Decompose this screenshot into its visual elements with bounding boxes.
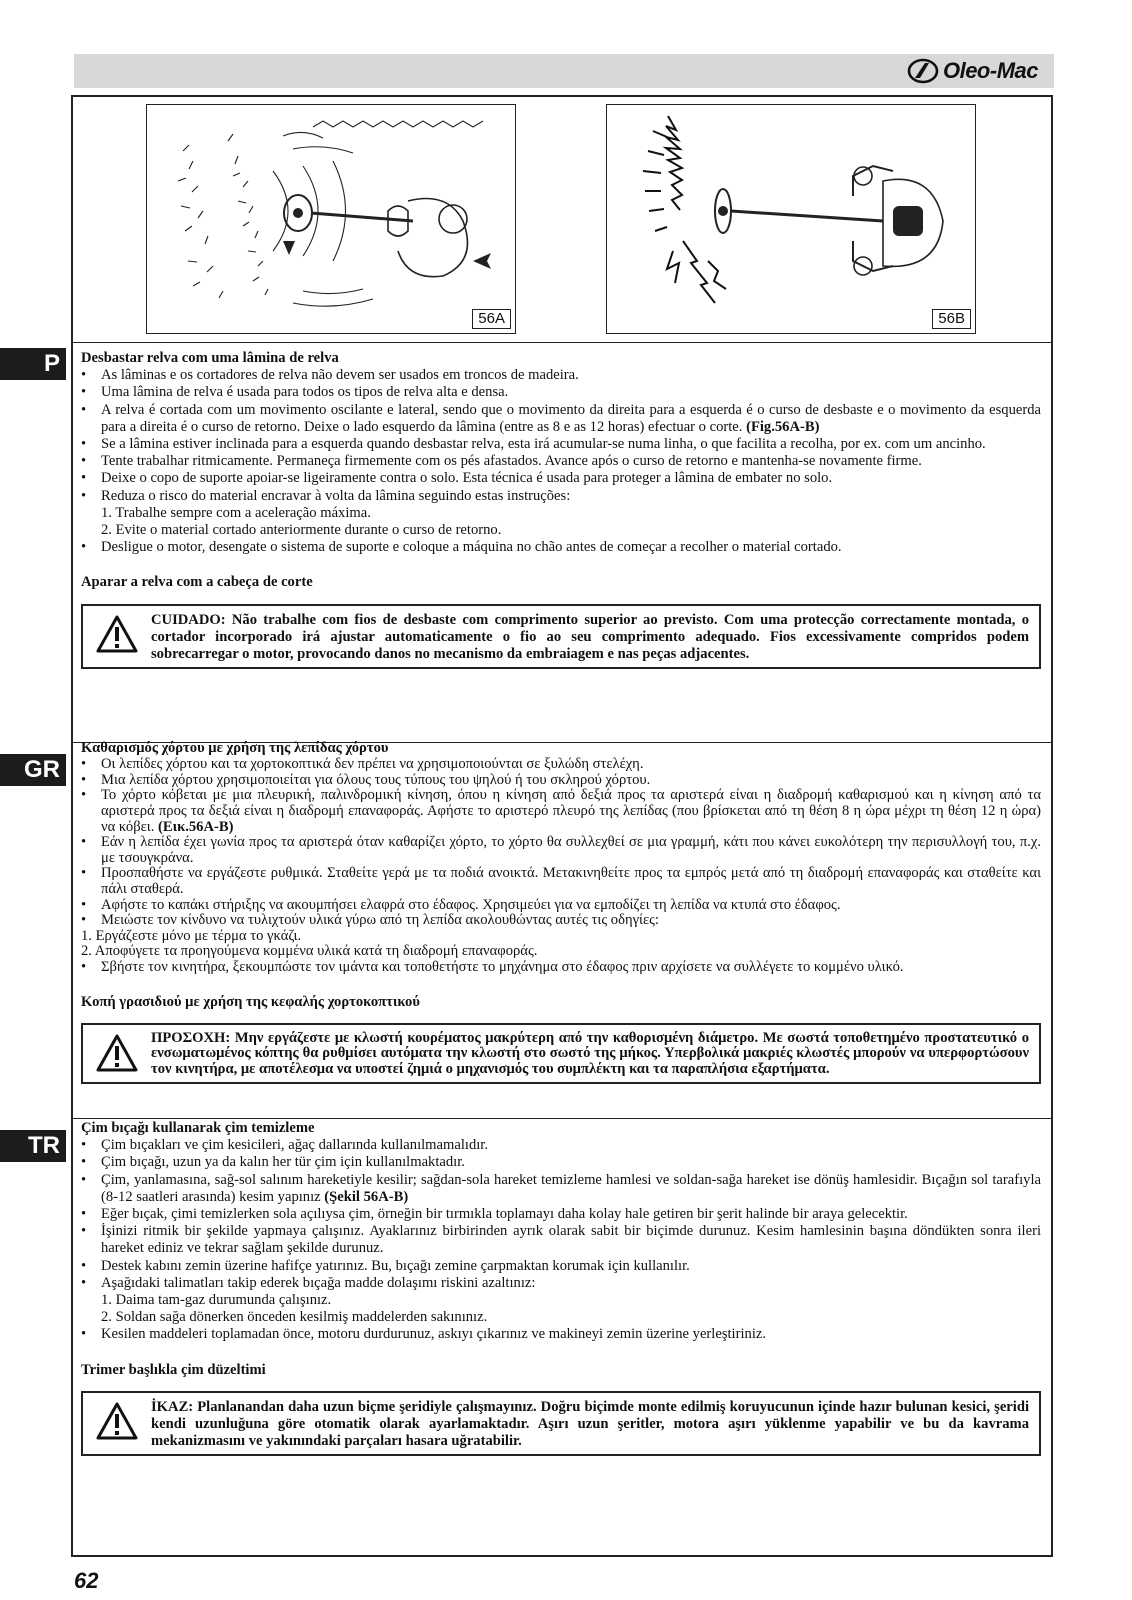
list-item: • Το χόρτο κόβεται με μια πλευρική, παλινδρομική κίνηση, όπου η κίνηση από δεξιά προς τα αριστερά είναι η διαδρομή καθαρισμού και η κίνηση από τα αριστερά προς τα δεξιά είναι η διαδρομή επαναφοράς. Αφήστε το αριστερό πλευρό της λεπίδας (που βρίσκεται από τη θέση 8 η ώρα μέχρι τη θέση 12 η ώρα) να κόβει. (Εικ.56A-B) xyxy=(81,788,1041,835)
section-greek xyxy=(81,740,1041,1084)
list-item: • Μια λεπίδα χόρτου χρησιμοποιείται για όλους τους τύπους του ψηλού ή του σκληρού χόρτου. xyxy=(81,773,1041,789)
list-item: • Aşağıdaki talimatları takip ederek bıçağa madde dolaşımı riskini azaltınız: xyxy=(81,1275,1041,1292)
list-item: • Se a lâmina estiver inclinada para a esquerda quando desbastar relva, esta irá acumular-se numa linha, o que facilita a recolha, por ex. com um ancinho. xyxy=(81,436,1041,453)
header-bar xyxy=(74,54,1054,88)
list-item: 1. Εργάζεστε μόνο με τέρμα το γκάζι. xyxy=(81,927,302,944)
subsection-heading: Κοπή γρασιδιού με χρήση της κεφαλής χορτοκοπτικού xyxy=(81,993,420,1010)
section-divider xyxy=(71,1118,1053,1119)
list-item: 1. Trabalhe sempre com a aceleração máxima. xyxy=(101,504,371,521)
list-item: 1. Daima tam-gaz durumunda çalışınız. xyxy=(101,1292,332,1309)
warning-box xyxy=(81,604,1041,670)
warning-triangle-icon xyxy=(89,1031,145,1075)
instruction-list xyxy=(81,367,1041,556)
section-turkish xyxy=(81,1120,1041,1456)
list-item: • Reduza o risco do material encravar à volta da lâmina seguindo estas instruções: xyxy=(81,488,1041,505)
page-number: 62 xyxy=(74,1568,99,1593)
figure-56b xyxy=(606,104,976,334)
section-heading: Καθαρισμός χόρτου με χρήση της λεπίδας χόρτου xyxy=(81,740,389,756)
list-item: • Μειώστε τον κίνδυνο να τυλιχτούν υλικά γύρω από τη λεπίδα ακολουθώντας αυτές τις οδηγίες: xyxy=(81,913,1041,929)
section-heading: Desbastar relva com uma lâmina de relva xyxy=(81,350,339,366)
list-item: 2. Αποφύγετε τα προηγούμενα κομμένα υλικά κατά τη διαδρομή επαναφοράς. xyxy=(81,943,538,960)
list-item: • Προσπαθήστε να εργάζεστε ρυθμικά. Σταθείτε γερά με τα ποδιά ανοικτά. Μετακινηθείτε προς τα εμπρός μετά από τη διαδρομή επαναφοράς και σταθείτε και πάλι σταθερά. xyxy=(81,866,1041,897)
brand-name: Oleo-Mac xyxy=(942,58,1038,83)
trimmer-illustration-top-icon xyxy=(613,111,969,315)
brand-logo xyxy=(907,58,1038,84)
warning-box xyxy=(81,1023,1041,1084)
list-item: • Uma lâmina de relva é usada para todos os tipos de relva alta e densa. xyxy=(81,384,1041,401)
instruction-list xyxy=(81,757,1041,975)
list-item: • Destek kabını zemin üzerine hafifçe yatırınız. Bu, bıçağı zemine çarpmaktan korumak için kullanılır. xyxy=(81,1258,1041,1275)
list-item: • Çim, yanlamasına, sağ-sol salınım hareketiyle kesilir; sağdan-sola hareket temizleme hamlesi ve soldan-sağa hareket ise dönüş hamlesidir. Bıçağın sol tarafıyla (8-12 saatleri arasında) kesim yapınız (Şekil 56A-B) xyxy=(81,1172,1041,1206)
figure-label-56a: 56A xyxy=(472,309,511,329)
section-portuguese xyxy=(81,350,1041,669)
subsection-heading: Trimer başlıkla çim düzeltimi xyxy=(81,1361,266,1378)
warning-triangle-icon xyxy=(89,1399,145,1443)
instruction-list xyxy=(81,1137,1041,1343)
list-item: • Deixe o copo de suporte apoiar-se ligeiramente contra o solo. Esta técnica é usada para proteger a lâmina de embater no solo. xyxy=(81,470,1041,487)
list-item: • Εάν η λεπίδα έχει γωνία προς τα αριστερά όταν καθαρίζει χόρτο, το χόρτο θα συλλεχθεί σε μια γραμμή, κάτι που κάνει ευκολότερη την περισυλλογή του, π.χ. με τσουγκράνα. xyxy=(81,835,1041,866)
warning-text: İKAZ: Planlanandan daha uzun biçme şeridiyle çalışmayınız. Doğru biçimde monte edilmiş koruyucunun içinde hazır bulunan kesici, şeridi kendi uzunluğuna göre otomatik olarak ayarlamaktadır. Aşırı uzun şeritler, motora aşırı yüklenme yapabilir ve bu da kavrama mekanizmasını ve yakınındaki parçaları hasara uğratabilir. xyxy=(151,1398,1029,1450)
section-divider xyxy=(71,342,1053,343)
warning-text: ΠΡΟΣΟΧΗ: Μην εργάζεστε με κλωστή κουρέματος μακρύτερη από την καθορισμένη διάμετρο. Με σωστά τοποθετημένο προστατευτικό ο ενσωματωμένος κόπτης θα ρυθμίσει αυτόματα την κλωστή στο σωστό της μήκος. Υπερβολικά μακριές κλωστές μπορούν να υπερφορτώσουν τον κινητήρα, με αποτέλεσμα να υποστεί ζημιά ο μηχανισμός του συμπλέκτη και τα παραπλήσια εξαρτήματα. xyxy=(151,1029,1029,1077)
list-item: • Çim bıçağı, uzun ya da kalın her tür çim için kullanılmaktadır. xyxy=(81,1154,1041,1171)
list-item: • Αφήστε το καπάκι στήριξης να ακουμπήσει ελαφρά στο έδαφος. Χρησιμεύει για να εμποδίζει τη λεπίδα να κτυπά στο έδαφος. xyxy=(81,898,1041,914)
list-item: • Σβήστε τον κινητήρα, ξεκουμπώστε τον ιμάντα και τοποθετήστε το μηχάνημα στο έδαφος πριν αρχίσετε να συλλέγετε το κομμένο υλικό. xyxy=(81,960,1041,976)
subsection-heading: Aparar a relva com a cabeça de corte xyxy=(81,574,313,591)
list-item: • Kesilen maddeleri toplamadan önce, motoru durdurunuz, askıyı çıkarınız ve makineyi zemin üzerine yerleştiriniz. xyxy=(81,1326,1041,1343)
figure-label-56b: 56B xyxy=(932,309,971,329)
oleo-mac-logo-icon xyxy=(907,58,941,84)
list-item: • Desligue o motor, desengate o sistema de suporte e coloque a máquina no chão antes de começar a recolher o material cortado. xyxy=(81,539,1041,556)
warning-box xyxy=(81,1391,1041,1457)
list-item: • As lâminas e os cortadores de relva não devem ser usados em troncos de madeira. xyxy=(81,367,1041,384)
list-item: • Eğer bıçak, çimi temizlerken sola açılıysa çim, örneğin bir tırmıkla toplamayı daha kolay hale getiren bir şerit halinde bir araya gelecektir. xyxy=(81,1206,1041,1223)
list-item: • Οι λεπίδες χόρτου και τα χορτοκοπτικά δεν πρέπει να χρησιμοποιούνται σε ξυλώδη στελέχη. xyxy=(81,757,1041,773)
warning-text: CUIDADO: Não trabalhe com fios de desbaste com comprimento superior ao previsto. Com uma protecção correctamente montada, o cortador incorporado irá ajustar automaticamente o fio ao seu comprimento adequado. Fios excessivamente compridos podem sobrecarregar o motor, provocando danos no mecanismo da embraiagem e nas peças adjacentes. xyxy=(151,611,1029,663)
language-tab-gr: GR xyxy=(0,754,66,786)
list-item: • A relva é cortada com um movimento oscilante e lateral, sendo que o movimento da direita para a esquerda é o curso de desbaste e o movimento da esquerda para a direita é o curso de retorno. Deixe o lado esquerdo da lâmina (entre as 8 e as 12 horas) efectuar o corte. (Fig.56A-B) xyxy=(81,402,1041,436)
figure-56a xyxy=(146,104,516,334)
list-item: • İşinizi ritmik bir şekilde yapmaya çalışınız. Ayaklarınız birbirinden ayrık olarak sabit bir biçimde durunuz. Kesim hamlesinin başına döndükten sonra ileri hareket ediniz ve tekrar sağlam şekilde durunuz. xyxy=(81,1223,1041,1257)
language-tab-tr: TR xyxy=(0,1130,66,1162)
list-item: • Tente trabalhar ritmicamente. Permaneça firmemente com os pés afastados. Avance após o curso de retorno e mantenha-se novamente firme. xyxy=(81,453,1041,470)
list-item: 2. Soldan sağa dönerken önceden kesilmiş maddelerden sakınınız. xyxy=(101,1309,488,1326)
warning-triangle-icon xyxy=(89,612,145,656)
language-tab-p: P xyxy=(0,348,66,380)
trimmer-illustration-side-icon xyxy=(153,111,509,315)
list-item: 2. Evite o material cortado anteriormente durante o curso de retorno. xyxy=(101,522,502,539)
list-item: • Çim bıçakları ve çim kesicileri, ağaç dallarında kullanılmamalıdır. xyxy=(81,1137,1041,1154)
section-heading: Çim bıçağı kullanarak çim temizleme xyxy=(81,1120,315,1136)
